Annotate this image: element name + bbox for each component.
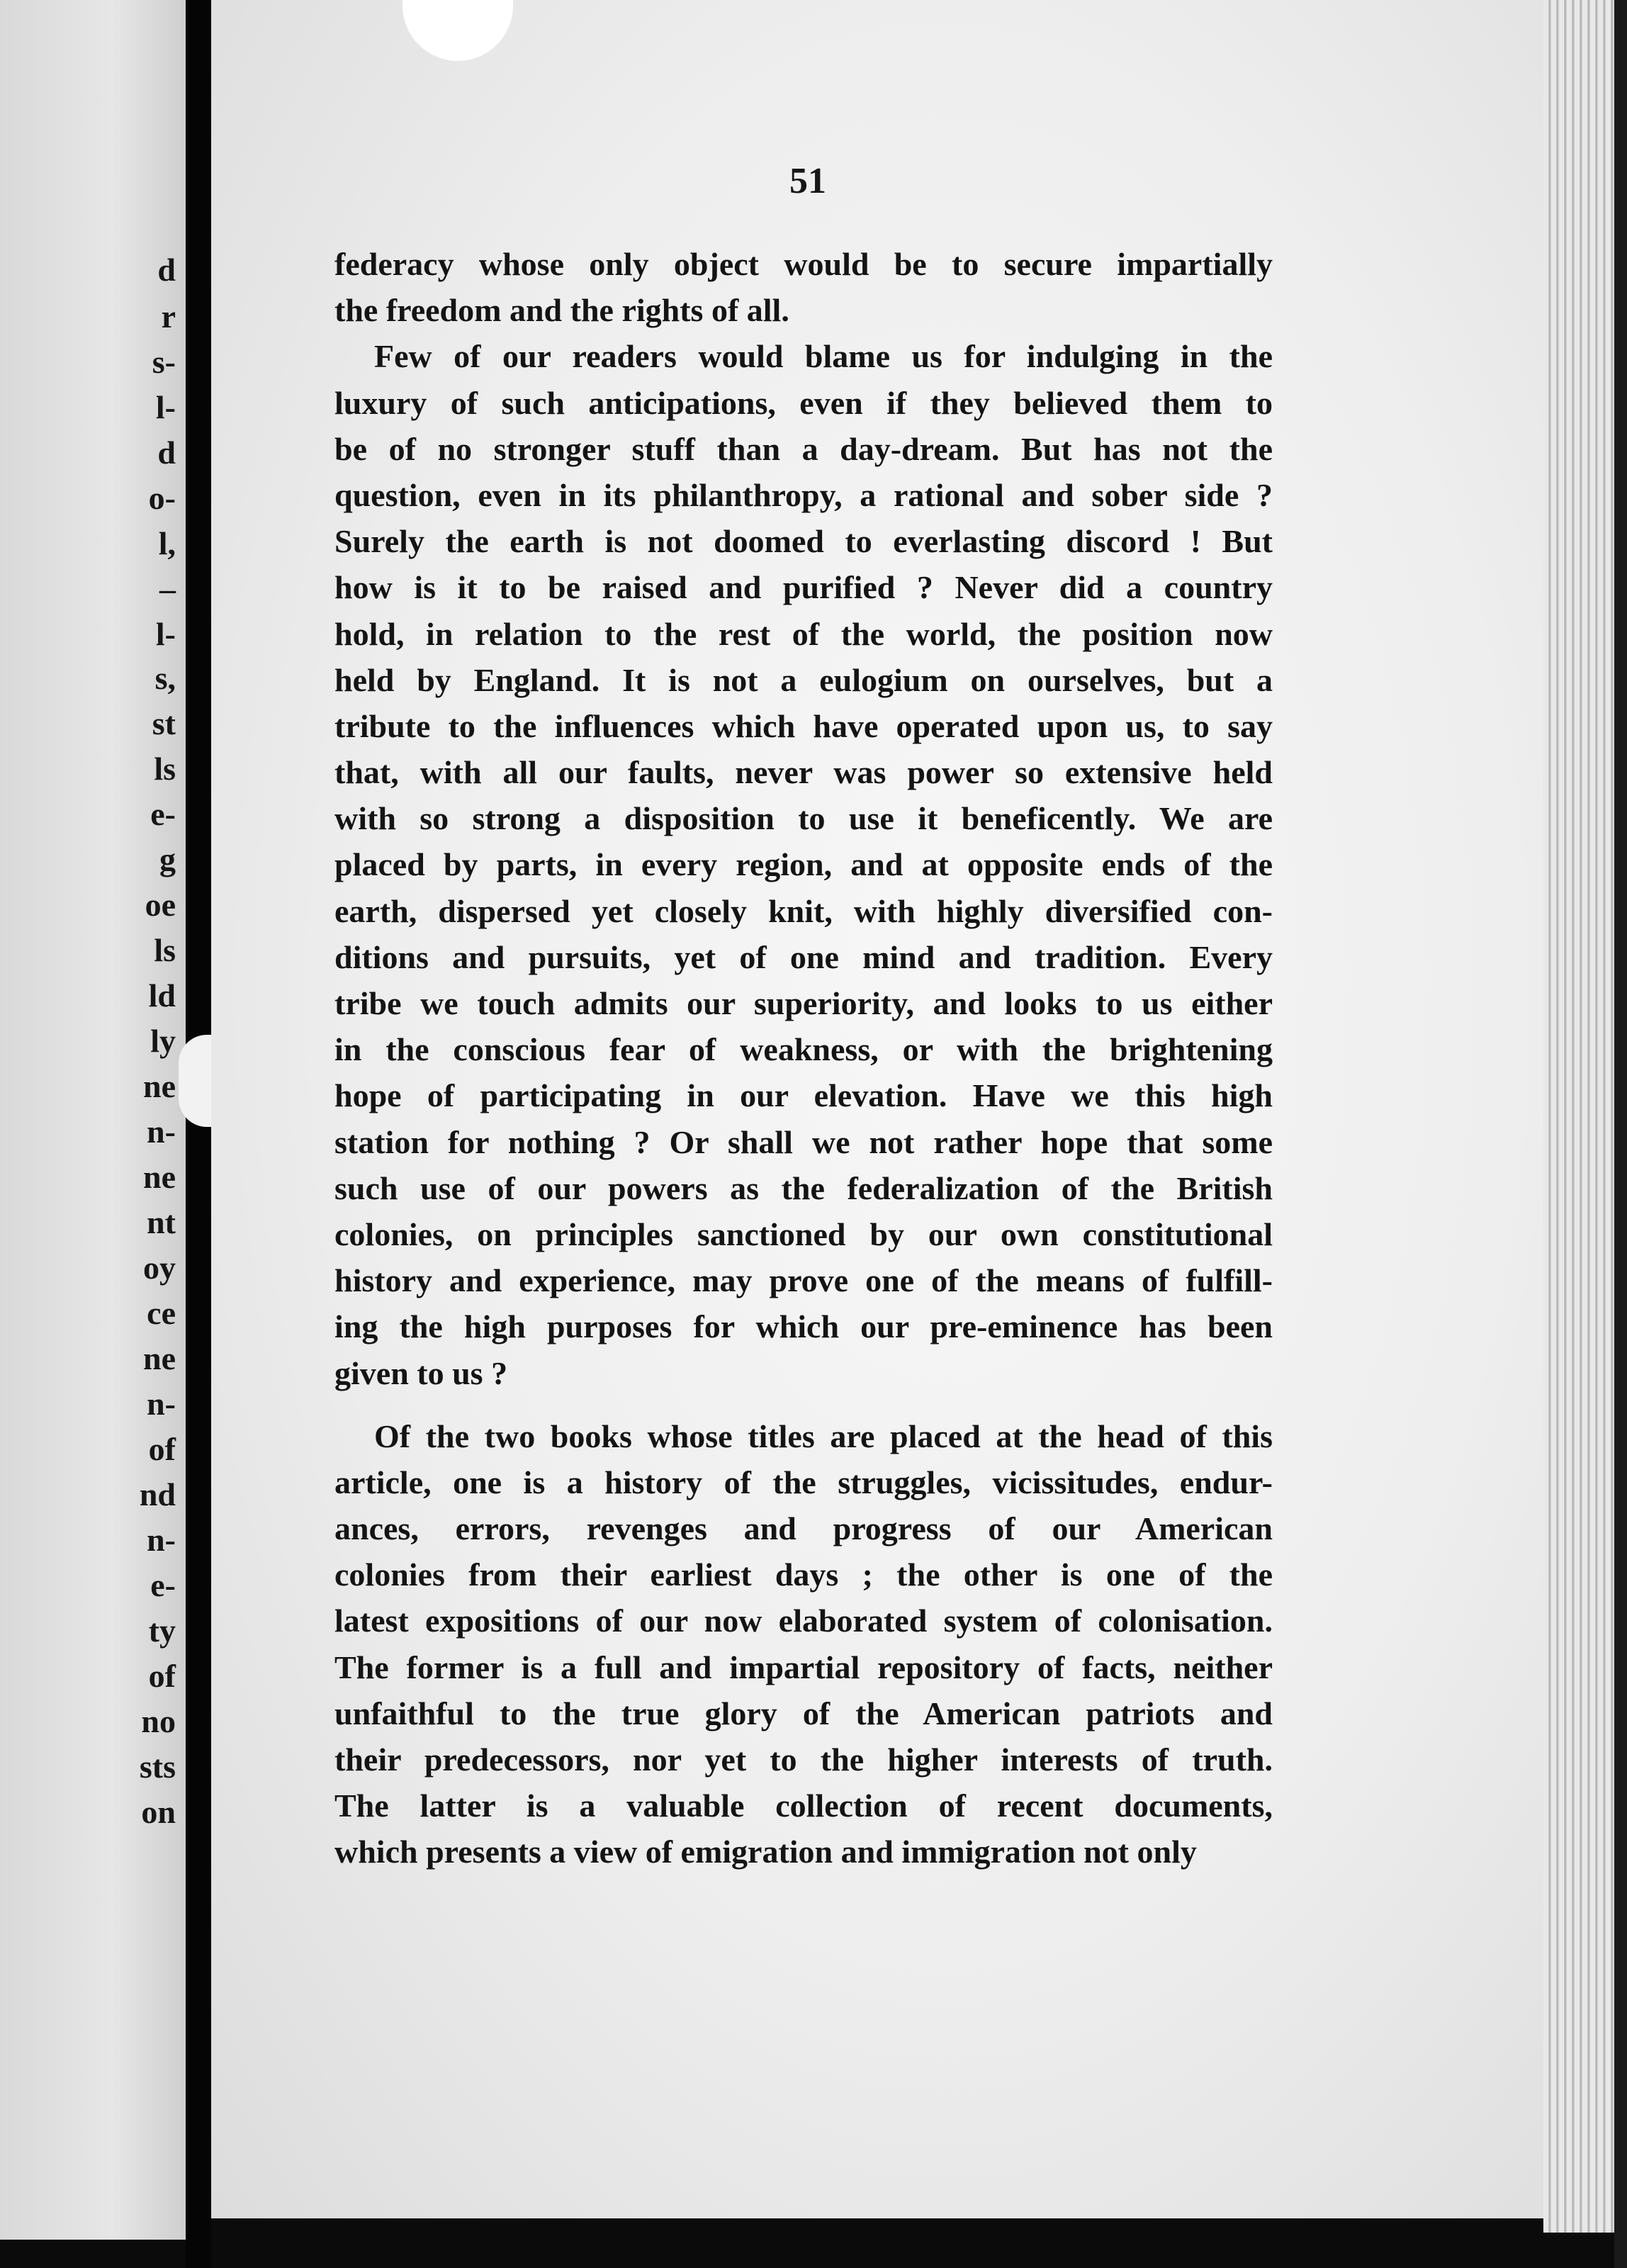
facing-page-text-fragment: sts [139, 1748, 176, 1785]
text-line: ances, errors, revenges and progress of our American [334, 1510, 1273, 1547]
facing-page-text-fragment: ls [154, 751, 176, 787]
text-line: federacy whose only object would be to secure impartially [334, 246, 1273, 282]
body-text [334, 241, 1273, 1875]
paragraph [334, 1413, 1273, 1875]
facing-page-text-fragment: oy [143, 1250, 176, 1286]
page-stack-shadow [1614, 0, 1627, 2268]
text-line: that, with all our faults, never was power so extensive held [334, 754, 1273, 791]
facing-page-text-fragment: l- [155, 616, 176, 652]
facing-page-text-fragment: ne [143, 1340, 176, 1376]
facing-page-text-fragment: ld [148, 977, 176, 1014]
paragraph-gap [334, 1396, 1273, 1413]
facing-page-text-fragment: d [157, 252, 176, 288]
facing-page-text-fragment: st [152, 705, 176, 741]
text-line: question, even in its philanthropy, a rational and sober side ? [334, 476, 1273, 513]
text-line: ditions and pursuits, yet of one mind and tradition. Every [334, 938, 1273, 975]
text-line: hope of participating in our elevation. Have we this high [334, 1077, 1273, 1114]
facing-page-text-fragment: l, [158, 525, 176, 561]
text-line: be of no stronger stuff than a day-dream. But has not the [334, 430, 1273, 467]
facing-page-text-fragment: nt [147, 1204, 176, 1240]
facing-page-text-fragment: l- [155, 389, 176, 425]
text-line: Few of our readers would blame us for indulging in the [374, 338, 1273, 375]
text-line: luxury of such anticipations, even if they believed them to [334, 384, 1273, 421]
facing-page-text-fragment: d [157, 434, 176, 471]
facing-page-text-fragment: e- [150, 1567, 176, 1603]
facing-page-text-fragment: e- [150, 796, 176, 832]
text-line: tribe we touch admits our superiority, and looks to us either [334, 985, 1273, 1021]
paragraph [334, 241, 1273, 333]
paragraph [334, 333, 1273, 1396]
facing-page-text-fragment: s- [152, 344, 176, 380]
facing-page [0, 0, 186, 2240]
facing-page-text-fragment: ne [143, 1068, 176, 1104]
facing-page-text-fragment: g [159, 841, 176, 877]
text-line: history and experience, may prove one of the means of fulfill- [334, 1262, 1273, 1299]
facing-page-text-fragment: ly [150, 1023, 176, 1059]
page-stack-edges [1543, 0, 1614, 2233]
text-line: The former is a full and impartial repository of facts, neither [334, 1649, 1273, 1685]
facing-page-text-fragment: ty [148, 1612, 176, 1649]
text-line: which presents a view of emigration and immigration not only [334, 1834, 1197, 1870]
text-line: Of the two books whose titles are placed at the head of this [374, 1418, 1273, 1454]
text-line: with so strong a disposition to use it beneficently. We are [334, 800, 1273, 837]
facing-page-text-fragment: ne [143, 1159, 176, 1195]
text-line: in the conscious fear of weakness, or with the brightening [334, 1031, 1273, 1068]
text-line: The latter is a valuable collection of recent documents, [334, 1787, 1273, 1824]
facing-page-text-fragment: r [161, 298, 176, 335]
text-line: station for nothing ? Or shall we not rather hope that some [334, 1123, 1273, 1160]
text-line: given to us ? [334, 1354, 508, 1391]
text-line: colonies, on principles sanctioned by our own constitutional [334, 1216, 1273, 1252]
facing-page-text-fragment: s, [154, 660, 176, 696]
text-line: held by England. It is not a eulogium on ourselves, but a [334, 661, 1273, 698]
facing-page-text-fragment: ce [147, 1295, 176, 1331]
facing-page-text-fragment: n- [147, 1113, 176, 1150]
text-line: the freedom and the rights of all. [334, 292, 789, 329]
text-line: their predecessors, nor yet to the higher interests of truth. [334, 1741, 1273, 1778]
facing-page-text-fragment: oe [145, 887, 176, 923]
facing-page-text-fragment: nd [139, 1476, 176, 1512]
text-line: placed by parts, in every region, and at opposite ends of the [334, 846, 1273, 883]
text-line: colonies from their earliest days ; the other is one of the [334, 1556, 1273, 1593]
text-line: article, one is a history of the struggles, vicissitudes, endur- [334, 1464, 1273, 1500]
facing-page-text-fragment: o- [148, 480, 176, 516]
facing-page-text-fragment: ls [154, 932, 176, 968]
facing-page-text-fragment: no [141, 1703, 176, 1739]
facing-page-text-fragment: on [141, 1794, 176, 1830]
facing-page-text-fragment: n- [147, 1386, 176, 1422]
facing-page-text-fragment: of [148, 1658, 176, 1694]
book-gutter [186, 0, 211, 2268]
facing-page-text-fragment: of [148, 1431, 176, 1467]
facing-page-text-fragment: – [159, 571, 176, 607]
text-line: such use of our powers as the federalization of the British [334, 1169, 1273, 1206]
text-line: Surely the earth is not doomed to everlasting discord ! But [334, 523, 1273, 560]
text-line: latest expositions of our now elaborated system of colonisation. [334, 1602, 1273, 1639]
text-line: unfaithful to the true glory of the American patriots and [334, 1695, 1273, 1731]
text-line: earth, dispersed yet closely knit, with highly diversified con- [334, 892, 1273, 929]
page-number: 51 [789, 161, 826, 201]
text-line: how is it to be raised and purified ? Never did a country [334, 569, 1273, 606]
facing-page-text-fragment: n- [147, 1522, 176, 1558]
text-line: ing the high purposes for which our pre-eminence has been [334, 1308, 1273, 1345]
text-line: tribute to the influences which have operated upon us, to say [334, 707, 1273, 744]
text-line: hold, in relation to the rest of the world, the position now [334, 615, 1273, 652]
